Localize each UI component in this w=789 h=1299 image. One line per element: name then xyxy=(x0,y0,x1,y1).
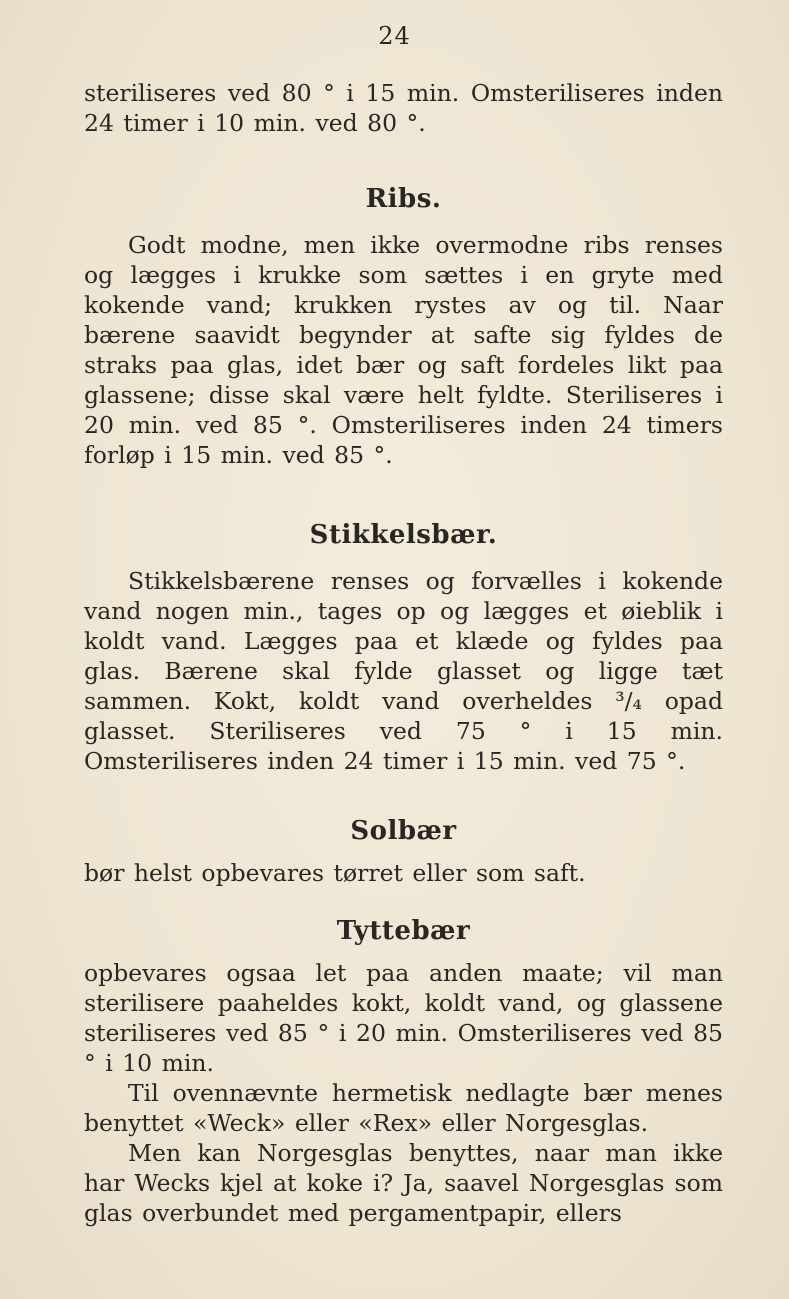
heading-tyttebaer: Tyttebær xyxy=(336,916,471,946)
page-number: 24 xyxy=(378,22,411,50)
tyttebaer-paragraph: opbevares ogsaa let paa anden maate; vil man sterilisere paaheldes kokt, koldt vand, og glassene steriliseres ved 85 ° i 20 min. Omsteriliseres ved 85 ° i 10 min. xyxy=(84,959,723,1077)
tyttebaer-paragraph-2: Til ovennævnte hermetisk nedlagte bær menes benyttet «Weck» eller «Rex» eller Norgesglas. xyxy=(84,1079,723,1137)
heading-stikkelsbaer: Stikkelsbær. xyxy=(309,520,498,550)
solbaer-paragraph: bør helst opbevares tørret eller som saft. xyxy=(84,859,586,887)
ribs-paragraph: Godt modne, men ikke overmodne ribs renses og lægges i krukke som sættes i en gryte med kokende vand; krukken rystes av og til. Naar bærene saavidt begynder at safte sig fyldes de straks paa glas, idet bær og saft fordeles likt paa glassene; disse skal være helt fyldte. Steriliseres i 20 min. ved 85 °. Omsteriliseres inden 24 timers forløp i 15 min. ved 85 °. xyxy=(84,231,723,469)
intro-paragraph: steriliseres ved 80 ° i 15 min. Omsteriliseres inden 24 timer i 10 min. ved 80 °. xyxy=(84,79,723,137)
tyttebaer-paragraph-3: Men kan Norgesglas benyttes, naar man ikke har Wecks kjel at koke i? Ja, saavel Norgesglas som glas overbundet med pergamentpapir, ellers xyxy=(84,1139,723,1227)
stikkelsbaer-paragraph: Stikkelsbærene renses og forvælles i kokende vand nogen min., tages op og lægges et øieblik i koldt vand. Lægges paa et klæde og fyldes paa glas. Bærene skal fylde glasset og ligge tæt sammen. Kokt, koldt vand overheldes ³/₄ opad glasset. Steriliseres ved 75 ° i 15 min. Omsteriliseres inden 24 timer i 15 min. ved 75 °. xyxy=(84,567,723,775)
heading-solbaer: Solbær xyxy=(350,816,457,846)
heading-ribs: Ribs. xyxy=(365,184,442,214)
page-content xyxy=(84,78,723,1228)
